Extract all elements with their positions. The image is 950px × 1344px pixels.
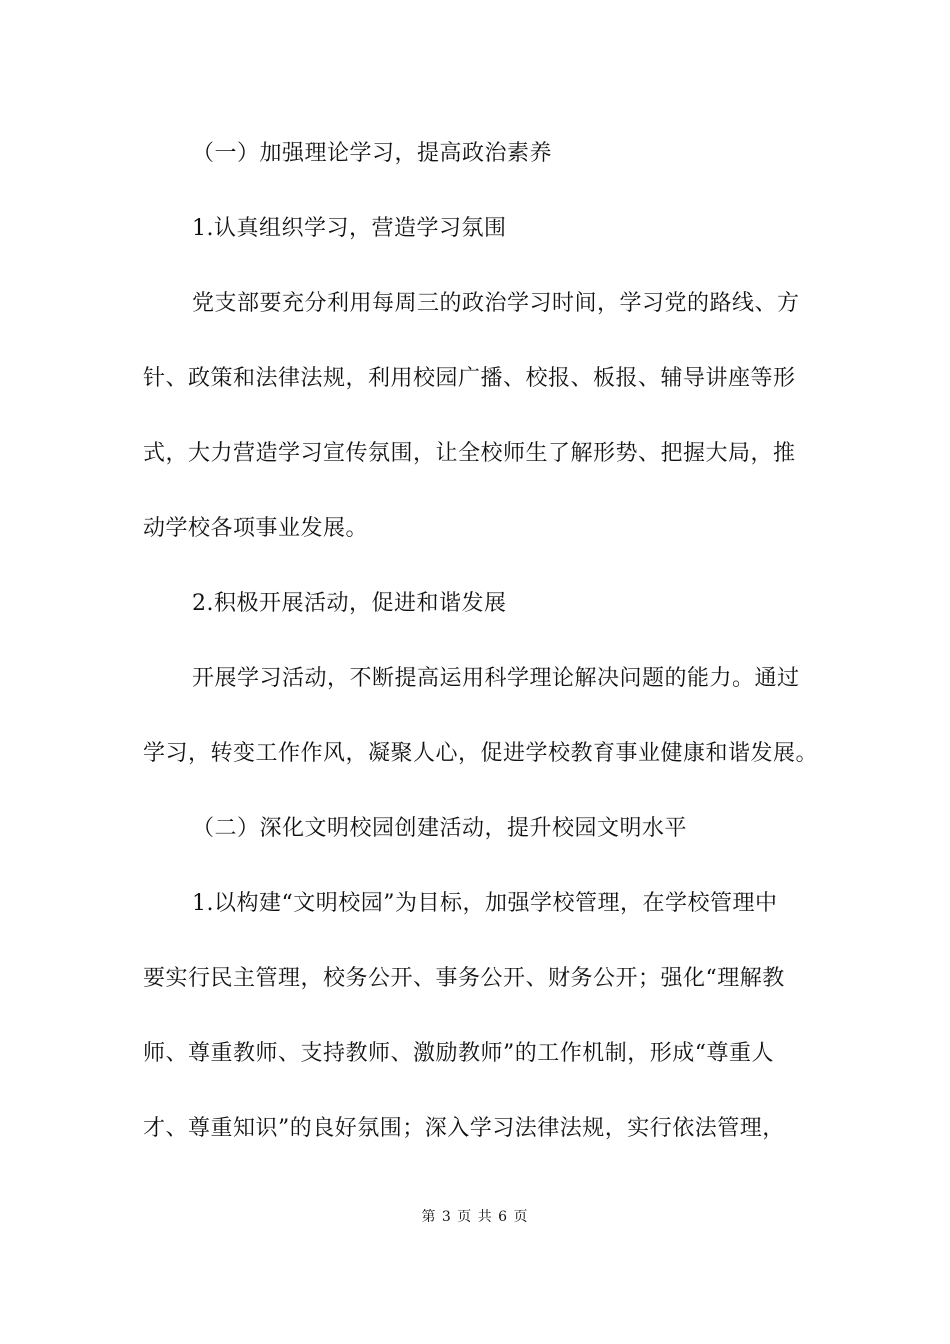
section-heading-1: （一）加强理论学习，提高政治素养 — [192, 141, 553, 166]
paragraph-line: 针、政策和法律法规，利用校园广播、校报、板报、辅导讲座等形 — [143, 366, 796, 391]
page-number-footer: 第 3 页 共 6 页 — [421, 1209, 529, 1225]
paragraph-line: 学习，转变工作作风，凝聚人心，促进学校教育事业健康和谐发展。 — [143, 741, 819, 766]
paragraph-line: 动学校各项事业发展。 — [143, 516, 369, 541]
paragraph-line: 党支部要充分利用每周三的政治学习时间，学习党的路线、方 — [192, 291, 800, 316]
paragraph-line: 师、尊重教师、支持教师、激励教师”的工作机制，形成“尊重人 — [143, 1041, 774, 1066]
paragraph-line: 开展学习活动，不断提高运用科学理论解决问题的能力。通过 — [192, 666, 800, 691]
paragraph-line: 式，大力营造学习宣传氛围，让全校师生了解形势、把握大局，推 — [143, 441, 796, 466]
paragraph-line: 1.以构建“文明校园”为目标，加强学校管理，在学校管理中 — [192, 891, 778, 916]
paragraph-line: 才、尊重知识”的良好氛围；深入学习法律法规，实行依法管理， — [143, 1116, 785, 1141]
subheading-1-2: 2.积极开展活动，促进和谐发展 — [192, 591, 507, 616]
subheading-1-1: 1.认真组织学习，营造学习氛围 — [192, 216, 507, 241]
paragraph-line: 要实行民主管理，校务公开、事务公开、财务公开；强化“理解教 — [143, 966, 785, 991]
section-heading-2: （二）深化文明校园创建活动，提升校园文明水平 — [192, 816, 688, 841]
